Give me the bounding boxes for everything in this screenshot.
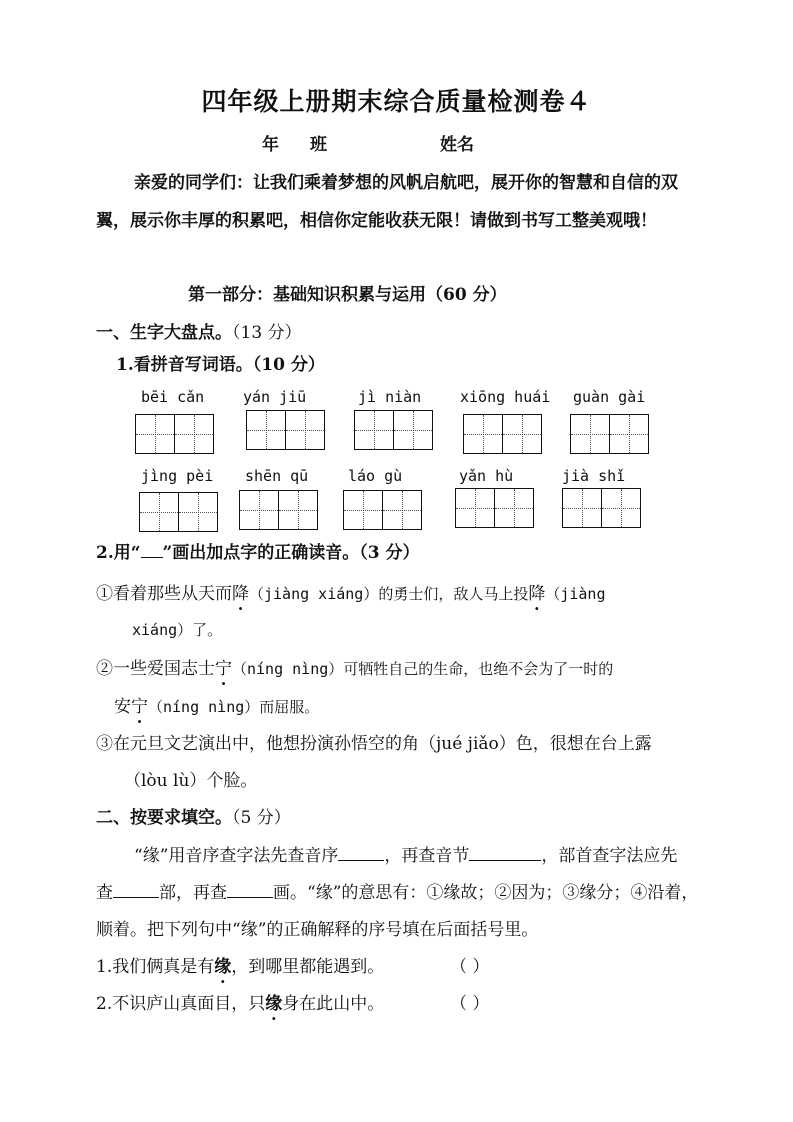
writing-cell[interactable]: [455, 488, 495, 528]
fill-blank-yinxu[interactable]: [338, 843, 384, 861]
underline-sample: [141, 540, 163, 558]
q2-item-1: ①看着那些从天而降（jiàng xiáng）的勇士们，敌人马上投降（jiàng: [96, 579, 606, 604]
dotted-char: 降: [232, 584, 249, 604]
writing-grid-6[interactable]: [139, 492, 217, 532]
writing-cell[interactable]: [382, 490, 422, 530]
section2-sentence-2: 2.不识庐山真面目，只缘身在此山中。: [96, 989, 384, 1014]
section2-heading: [96, 803, 291, 828]
fill-blank-bushou[interactable]: [113, 880, 159, 898]
writing-cell[interactable]: [562, 488, 602, 528]
writing-cell[interactable]: [570, 414, 610, 454]
writing-cell[interactable]: [246, 410, 286, 450]
writing-grid-5[interactable]: [570, 414, 648, 454]
pinyin-choice[interactable]: （níng nìng）而屈服。: [148, 698, 320, 716]
pinyin-7: shēn qū: [245, 467, 309, 485]
writing-grid-10[interactable]: [562, 488, 640, 528]
writing-grid-4[interactable]: [463, 414, 541, 454]
fill-blank-huashu[interactable]: [227, 880, 273, 898]
intro-line-2: 翼，展示你丰厚的积累吧，相信你定能收获无限！请做到书写工整美观哦！: [96, 211, 657, 231]
pinyin-4: xiōng huái: [460, 388, 551, 406]
pinyin-8: láo gù: [348, 467, 403, 485]
q2-item-3-cont: （lòu lù）个脸。: [124, 771, 258, 791]
q2-item-2: ②一些爱国志士宁（níng nìng）可牺牲自己的生命，也绝不会为了一时的: [96, 654, 613, 679]
pinyin-choice[interactable]: （níng nìng）可牺牲自己的生命，也绝不会为了一时的: [232, 660, 614, 678]
writing-cell[interactable]: [502, 414, 542, 454]
dotted-char: 宁: [131, 697, 148, 717]
section2-para-3: 顺着。把下列句中“缘”的正确解释的序号填在后面括号里。: [96, 920, 539, 940]
dotted-char: 缘: [265, 994, 283, 1014]
q2-item-2-cont: 安宁（níng nìng）而屈服。: [114, 692, 319, 717]
writing-cell[interactable]: [609, 414, 649, 454]
writing-cell[interactable]: [601, 488, 641, 528]
writing-grid-9[interactable]: [455, 488, 533, 528]
pinyin-choice[interactable]: xiáng）了。: [132, 621, 223, 639]
writing-cell[interactable]: [343, 490, 383, 530]
writing-cell[interactable]: [354, 410, 394, 450]
section1-points: （13 分）: [232, 323, 302, 343]
section2-sentence-1: 1.我们俩真是有缘，到哪里都能遇到。: [96, 952, 384, 977]
pinyin-6: jìng pèi: [141, 467, 214, 485]
fill-blank-yinjie[interactable]: [469, 843, 541, 861]
section2-para-2: 查 部，再查 画。“缘”的意思有：①缘故；②因为；③缘分；④沿着，: [96, 878, 698, 903]
pinyin-10: jià shǐ: [562, 467, 626, 485]
class-label: 班: [310, 135, 327, 155]
writing-cell[interactable]: [278, 490, 318, 530]
name-label: 姓名: [440, 135, 474, 155]
writing-cell[interactable]: [393, 410, 433, 450]
pinyin-9: yǎn hù: [459, 467, 514, 485]
section1-heading: [96, 318, 302, 343]
section2-para-1: “缘”用音序查字法先查音序 ，再查音节 ，部首查字法应先: [134, 841, 677, 866]
dotted-char: 降: [528, 584, 546, 604]
pinyin-3: jì niàn: [358, 388, 422, 406]
writing-grid-7[interactable]: [239, 490, 317, 530]
writing-cell[interactable]: [174, 414, 214, 454]
q2-item-3: ③在元旦文艺演出中，他想扮演孙悟空的角（jué jiǎo）色，很想在台上露: [96, 734, 652, 754]
grade-label: 年: [262, 135, 279, 155]
intro-line-1: 亲爱的同学们：让我们乘着梦想的风帆启航吧，展开你的智慧和自信的双: [134, 173, 678, 193]
writing-cell[interactable]: [178, 492, 218, 532]
answer-paren-1[interactable]: （ ）: [450, 957, 490, 977]
pinyin-1: bēi cǎn: [141, 388, 205, 406]
writing-cell[interactable]: [463, 414, 503, 454]
writing-cell[interactable]: [139, 492, 179, 532]
writing-cell[interactable]: [494, 488, 534, 528]
section2-points: （5 分）: [232, 808, 291, 828]
writing-cell[interactable]: [135, 414, 175, 454]
dotted-char: 宁: [215, 659, 232, 679]
pinyin-2: yán jiū: [243, 388, 307, 406]
pinyin-choice[interactable]: （jiàng xiáng）的勇士们，敌人马上投: [249, 585, 529, 603]
section1-title: 一、生字大盘点。: [96, 323, 232, 343]
answer-paren-2[interactable]: （ ）: [450, 994, 490, 1014]
writing-grid-8[interactable]: [343, 490, 421, 530]
writing-grid-1[interactable]: [135, 414, 213, 454]
pinyin-5: guàn gài: [573, 388, 646, 406]
writing-grid-2[interactable]: [246, 410, 324, 450]
section2-title: 二、按要求填空。: [96, 808, 232, 828]
writing-cell[interactable]: [239, 490, 279, 530]
dotted-char: 缘: [214, 957, 232, 977]
writing-grid-3[interactable]: [354, 410, 432, 450]
pinyin-choice[interactable]: （jiàng: [545, 585, 606, 603]
page-title: 四年级上册期末综合质量检测卷４: [201, 87, 592, 116]
q1-label: 1.看拼音写词语。（10 分）: [116, 355, 325, 375]
writing-cell[interactable]: [285, 410, 325, 450]
q2-label: 2.用“ ”画出加点字的正确读音。（3 分）: [96, 538, 420, 563]
part1-heading: 第一部分：基础知识积累与运用（60 分）: [188, 285, 507, 305]
